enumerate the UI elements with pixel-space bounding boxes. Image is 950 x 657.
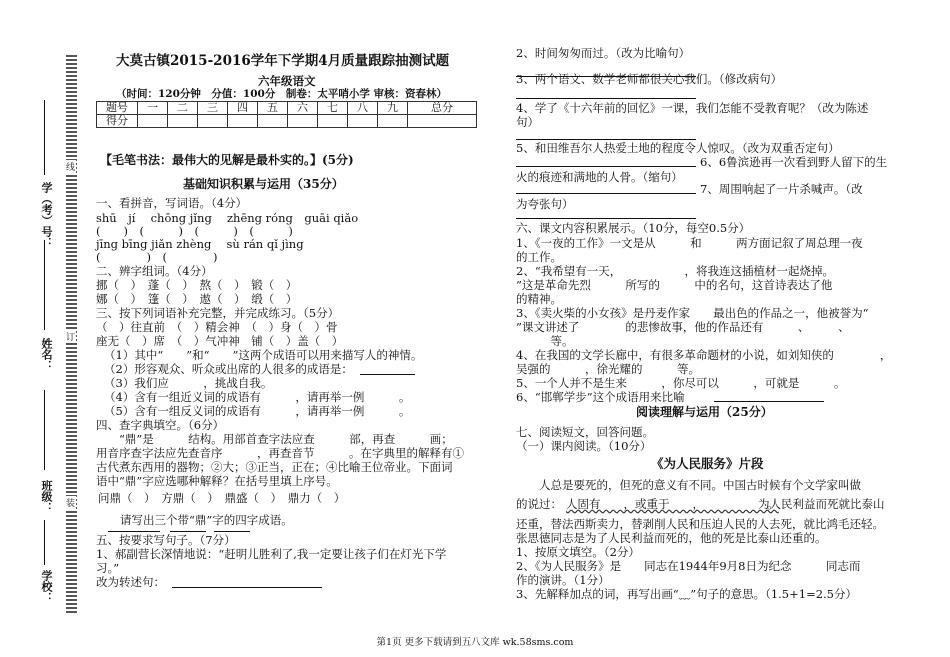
question-6-item-1-cont: 的工作。 <box>516 250 562 264</box>
question-3-sub-2: （2）形容观众、听众或出席的人很多的成语是： <box>104 362 353 376</box>
question-3-sub-4: （4）含有一组近义词的成语有 ，请再举一例 。 <box>104 390 411 404</box>
question-3-sub-1: （1）其中“ ”和“ ”这两个成语可以用来描写人的神情。 <box>104 348 423 362</box>
rewrite-item-2: 2、时间匆匆而过。（改为比喻句） <box>516 46 691 60</box>
rewrite-item-7-cont: 为夸张句） <box>516 197 574 211</box>
school-line <box>44 520 45 565</box>
reported-speech-label: 改为转述句： <box>96 575 165 589</box>
calligraphy-prompt: 【毛笔书法：最伟大的见解是最朴实的。】(5分) <box>100 153 354 167</box>
answer-line[interactable] <box>516 218 696 219</box>
exam-number-label: 学（考）号： <box>40 182 53 248</box>
score-cell: 题号 <box>97 102 138 115</box>
binding-mark-bind: 装 <box>64 498 74 507</box>
idiom-answer-line-2[interactable] <box>170 531 206 532</box>
question-6-item-3: 3、《卖火柴的小女孩》是丹麦作家 最出色的作品之一，他被誉为“ <box>516 306 869 320</box>
rewrite-item-6-cont: 火的痕迹和满地的人骨。（缩句） <box>516 170 683 184</box>
idiom-answer-line-3[interactable] <box>214 531 250 532</box>
score-cell: 四 <box>228 102 258 115</box>
answer-line[interactable] <box>516 139 696 140</box>
page-footer: 第1页 更多下载请到五八文库 wk.58sms.com <box>376 637 574 648</box>
rewrite-item-4: 4、学了《十六年前的回忆》一课，我们怎能不受教育呢？（改为陈述 <box>516 101 869 115</box>
passage-line-4: 张思德同志是为了人民利益而死的，他的死是比泰山还重的。 <box>516 531 827 545</box>
binding-mark-line: 线 <box>64 162 74 171</box>
score-cell: 六 <box>288 102 318 115</box>
exam-number-line <box>44 100 45 175</box>
question-6-item-2-cont: ”这是革命先烈 所写的 中的名句，这首诗表达了他 <box>516 278 833 292</box>
score-blank[interactable] <box>348 115 378 128</box>
passage-question-1: 1、按原文填空。（2分） <box>516 545 640 559</box>
exam-title: 大莫古镇2015-2016学年下学期4月质量跟踪抽测试题 <box>116 53 450 69</box>
score-cell: 五 <box>258 102 288 115</box>
score-blank[interactable] <box>408 115 477 128</box>
binding-mark-staple: 订 <box>64 332 74 341</box>
rewrite-item-3: 3、两个语文、数学老师都很关心我们。（修改病句） <box>516 72 783 86</box>
score-blank[interactable] <box>378 115 408 128</box>
question-4-para-4: 语中“鼎”字应选哪种解释？在括号里填上序号。 <box>96 474 338 488</box>
score-blank[interactable] <box>258 115 288 128</box>
question-4-words[interactable]: 问鼎（ ） 方鼎（ ） 鼎盛（ ） 鼎力（ ） <box>98 491 346 505</box>
name-label: 姓名： <box>40 338 53 371</box>
question-6-item-4-cont: 吴强的 ，徐光耀的 等。 <box>516 362 700 376</box>
score-cell: 七 <box>318 102 348 115</box>
passage-line-2-start: 的说过： <box>516 497 562 511</box>
score-blank[interactable] <box>228 115 258 128</box>
question-2-line-1[interactable]: 挪（ ） 蓬（ ） 熬（ ） 锻（ ） <box>96 278 298 292</box>
question-1: 一、看拼音，写词语。（4分） <box>96 196 248 210</box>
question-3-sub-5: （5）含有一组反义词的成语有 ，请再举一例 。 <box>104 404 411 418</box>
question-4-ask: 请写出三个带“鼎”字的四字成语。 <box>120 513 293 527</box>
question-6-item-1: 1、《一夜的工作》一文是从 和 两方面记叙了周总理一夜 <box>516 236 863 250</box>
question-6-item-2: 2、“我希望有一天， ，将我连这插植材一起烧掉。 <box>516 264 834 278</box>
question-5-item-1-cont: 习。” <box>96 561 120 575</box>
score-cell: 总分 <box>408 102 477 115</box>
answer-brackets-2[interactable]: ( ) ( ) <box>96 250 218 264</box>
passage-line-3: 还重，替法西斯卖力，替剥削人民和压迫人民的人去死，就比鸿毛还轻。 <box>516 517 884 531</box>
score-cell: 得分 <box>97 115 138 128</box>
answer-line[interactable] <box>360 374 415 375</box>
class-label: 班级： <box>40 480 53 513</box>
question-5: 五、按要求写句子。（7分） <box>96 533 236 547</box>
question-4-para-2: 用音序查字法应先查音序 ，再查音节 。在字典里的解释有① <box>96 446 464 460</box>
score-blank[interactable] <box>168 115 198 128</box>
question-4-para-3: 古代煮东西用的器物；②大；③正当，正在；④比喻王位帝业。下面词 <box>96 460 453 474</box>
rewrite-item-6: 6、6鲁滨逊再一次看到野人留下的生 <box>700 155 888 169</box>
passage-question-2-cont: 作的演讲。（1分） <box>516 573 610 587</box>
school-label: 学校： <box>40 570 53 603</box>
score-blank[interactable] <box>138 115 168 128</box>
score-cell: 一 <box>138 102 168 115</box>
question-4: 四、查字典填空。（6分） <box>96 418 225 432</box>
class-line <box>44 390 45 470</box>
score-blank[interactable] <box>288 115 318 128</box>
question-6: 六、课文内容积累展示。（10分，每空0.5分） <box>516 221 751 235</box>
question-6-item-2-end: 的精神。 <box>516 292 562 306</box>
answer-line[interactable] <box>714 401 824 402</box>
idiom-answer-line-1[interactable] <box>108 531 160 532</box>
score-cell: 三 <box>198 102 228 115</box>
question-3: 三、按下列词语补充完整，并完成练习。（5分） <box>96 306 340 320</box>
exam-info: （时间：120分钟 分值：100分 制卷：太平哨小学 审核：资春林） <box>116 88 447 100</box>
question-2: 二、辨字组词。（4分） <box>96 264 213 278</box>
score-table-score-row <box>97 115 477 128</box>
exam-subtitle: 六年级语文 <box>258 74 316 88</box>
question-3-line-1[interactable]: （ ）往直前 （ ）精会神 （ ）身（ ）骨 <box>96 320 338 334</box>
score-table-header-row <box>97 102 477 115</box>
question-4-para-1: “鼎”是 结构。用部首查字法应查 部，再查 画； <box>96 432 453 446</box>
score-cell: 二 <box>168 102 198 115</box>
passage-question-3: 3、先解释加点的词，再写出画“﹏”句子的意思。（1.5+1=2.5分） <box>516 587 857 601</box>
question-3-sub-3: （3）我们应 ，挑战自我。 <box>104 376 273 390</box>
question-7: 七、阅读短文，回答问题。 <box>516 425 654 439</box>
rewrite-item-4-cont: 句） <box>516 115 539 129</box>
question-6-item-3-end: 等。 <box>516 334 574 348</box>
passage-line-2-end: 为人民利益而死就比泰山 <box>758 497 885 511</box>
answer-line[interactable] <box>516 98 696 99</box>
pinyin-row-2: jīng bīng jiǎn zhèng sù rán qǐ jìng <box>96 237 304 251</box>
rewrite-item-5: 5、和田维吾尔人热爱土地的程度令人惊叹。（改为双重否定句） <box>516 141 840 155</box>
section-reading: 阅读理解与运用（25分） <box>636 405 773 419</box>
section-basic-knowledge: 基础知识积累与运用（35分） <box>183 177 344 191</box>
question-3-line-2[interactable]: 座无（ ）席 （ ）气冲神 铺（ ）盖（ ） <box>96 334 344 348</box>
passage-line-1: 人总是要死的，但死的意义有不同。中国古时候有个文学家叫做 <box>516 478 896 492</box>
question-7-part-1: （一）课内阅读。（10分） <box>516 439 652 453</box>
reported-speech-line[interactable] <box>172 587 322 588</box>
question-6-item-6: 6、“邯郸学步”这个成语用来比喻 <box>516 390 685 404</box>
answer-line[interactable] <box>516 166 696 167</box>
score-cell: 八 <box>348 102 378 115</box>
question-5-item-1: 1、郝副营长深情地说：“赶明儿胜利了,我一定要让孩子们在灯光下学 <box>96 547 447 561</box>
name-line <box>44 240 45 330</box>
passage-quote-blank[interactable]: 人固有 ，或重于 ， 。 <box>566 497 779 511</box>
passage-title: 《为人民服务》片段 <box>651 456 764 471</box>
pinyin-row-1: shū jí chōng jǐng zhēng róng guāi qiǎo <box>96 211 359 225</box>
answer-brackets-1[interactable]: ( ) ( ) ( ) ( ) <box>96 224 293 238</box>
score-blank[interactable] <box>318 115 348 128</box>
question-6-item-4: 4、在我国的文学长廊中，有很多革命题材的小说，如刘知侠的 ， <box>516 348 892 362</box>
score-cell: 九 <box>378 102 408 115</box>
score-table <box>96 101 477 128</box>
question-6-item-5: 5、一个人并不是生来 ，你尽可以 ，可就是 。 <box>516 376 846 390</box>
answer-line[interactable] <box>516 193 696 194</box>
rewrite-item-7: 7、周围响起了一片杀喊声。（改 <box>700 182 863 196</box>
score-blank[interactable] <box>198 115 228 128</box>
question-6-item-3-cont: ”课文讲述了 的悲惨故事，他的作品还有 、 、 <box>516 320 850 334</box>
question-2-line-2[interactable]: 娜（ ） 篷（ ） 遨（ ） 缎（ ） <box>96 292 298 306</box>
passage-question-2: 2、《为人民服务》是 同志在1944年9月8日为纪念 同志而 <box>516 559 861 573</box>
